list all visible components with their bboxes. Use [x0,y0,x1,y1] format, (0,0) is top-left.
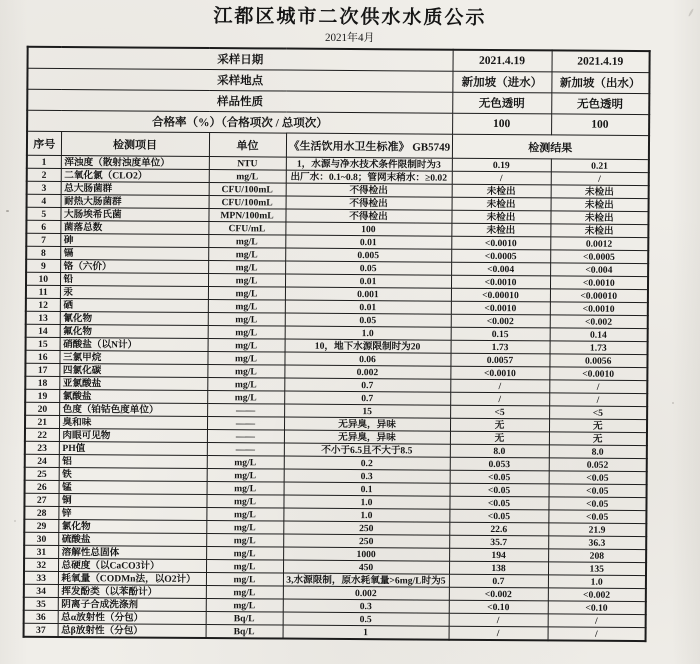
cell-unit: mg/L [207,469,284,483]
cell-result-outlet: 未检出 [550,211,648,225]
cell-standard: 无异臭，异味 [284,430,450,444]
cell-result-inlet: 0.15 [451,327,550,341]
cell-result-inlet: / [449,613,548,627]
cell-standard: 3,水源限制，原水耗氧量>6mg/L时为5 [283,573,449,587]
cell-item: 大肠埃希氏菌 [60,207,208,221]
cell-result-inlet: 无 [450,418,549,432]
cell-result-inlet: / [450,379,549,393]
cell-result-inlet: 0.0057 [450,353,549,367]
cell-standard: 15 [284,404,450,418]
cell-index: 12 [26,298,60,311]
cell-result-outlet: <0.0010 [549,367,647,381]
cell-result-outlet: <0.002 [550,315,648,329]
pass-rate-outlet: 100 [551,114,649,136]
cell-item: 阴离子合成洗涤剂 [58,597,206,611]
cell-unit: CFU/mL [208,222,285,236]
results-table-body [24,155,649,641]
cell-item: 砷 [60,233,208,247]
cell-result-inlet: 194 [449,548,548,562]
cell-item: 总硬度（以CaCO3计） [58,558,206,572]
cell-index: 10 [26,272,60,285]
cell-result-outlet: <0.0010 [550,302,648,316]
cell-item: 三氯甲烷 [59,350,207,364]
cell-result-inlet: <0.0005 [451,249,550,263]
cell-standard: 0.2 [284,456,450,470]
cell-unit: MPN/100mL [208,209,285,223]
cell-item: 铬（六价） [60,259,208,273]
cell-index: 5 [26,207,60,220]
cell-result-inlet: 35.7 [449,535,548,549]
cell-result-outlet: 0.14 [550,328,648,342]
sampling-location-inlet: 新加坡（进水） [452,71,551,93]
cell-unit: mg/L [208,287,285,301]
cell-standard: 0.05 [285,313,451,327]
cell-item: 铜 [58,493,206,507]
col-header-result: 检测结果 [452,134,649,159]
cell-result-outlet: <0.00010 [550,289,648,303]
cell-index: 7 [26,233,60,246]
cell-unit: CFU/100mL [209,196,286,210]
cell-standard: 不得检出 [285,209,451,223]
cell-unit: mg/L [206,508,283,522]
cell-item: 溶解性总固体 [58,545,206,559]
cell-item: 总β放射性（分包） [58,623,206,638]
cell-standard: 0.002 [283,586,449,600]
cell-result-inlet: 22.6 [449,522,548,536]
cell-standard: 0.05 [285,261,451,275]
cell-result-outlet: 21.9 [548,523,646,537]
cell-result-inlet: <0.05 [450,470,549,484]
cell-result-inlet: <5 [450,405,549,419]
cell-item: 耐热大肠菌群 [61,194,209,208]
sampling-location-outlet: 新加坡（出水） [551,72,649,94]
cell-item: 氯酸盐 [59,389,207,403]
cell-index: 3 [27,181,61,194]
cell-index: 11 [26,285,60,298]
cell-result-outlet: 无 [549,432,647,446]
sampling-date-inlet: 2021.4.19 [453,50,552,72]
cell-result-outlet: 1.73 [550,341,648,355]
cell-index: 18 [25,376,59,389]
cell-standard: 0.3 [284,469,450,483]
cell-item: 氰化物 [60,311,208,325]
cell-unit: mg/L [208,235,285,249]
cell-unit: —— [207,430,284,444]
cell-unit: mg/L [206,560,283,574]
cell-result-outlet: / [549,380,647,394]
cell-unit: —— [207,417,284,431]
cell-index: 9 [26,259,60,272]
cell-result-outlet: <0.0005 [550,250,648,264]
cell-unit: —— [207,443,284,457]
cell-result-inlet: <0.05 [449,496,548,510]
cell-result-inlet: <0.004 [451,262,550,276]
cell-result-outlet: 135 [548,562,646,576]
cell-item: 硒 [60,298,208,312]
cell-result-inlet: <0.05 [449,509,548,523]
cell-index: 29 [24,519,58,532]
cell-index: 34 [24,584,58,597]
cell-standard: 1.0 [285,326,451,340]
cell-item: 色度（铂钴色度单位） [59,402,207,416]
cell-result-inlet: 0.19 [452,158,551,172]
cell-unit: mg/L [209,170,286,184]
cell-standard: 0.7 [284,378,450,392]
cell-unit: mg/L [208,339,285,353]
cell-standard: 出厂水：0.1~0.8；管网末稍水：≥0.02 [286,170,452,184]
cell-result-outlet: <0.05 [548,510,646,524]
cell-result-outlet: 0.052 [549,458,647,472]
cell-standard: 不得检出 [286,183,452,197]
sampling-date-outlet: 2021.4.19 [552,50,650,72]
cell-item: 菌落总数 [60,220,208,234]
cell-result-outlet: 0.21 [551,159,649,173]
cell-standard: 0.5 [283,612,449,626]
cell-standard: 1 [283,625,449,640]
cell-result-outlet: <0.004 [550,263,648,277]
cell-unit: mg/L [206,573,283,587]
cell-standard: 不得检出 [286,196,452,210]
cell-result-inlet: / [449,626,548,640]
cell-index: 24 [25,454,59,467]
cell-standard: 0.01 [285,235,451,249]
cell-index: 25 [25,467,59,480]
cell-standard: 250 [283,521,449,535]
cell-result-inlet: 未检出 [452,184,551,198]
page-subtitle: 2021年4月 [324,31,375,45]
cell-result-outlet: <0.05 [549,471,647,485]
cell-item: 亚氯酸盐 [59,376,207,390]
cell-item: 氯化物 [58,519,206,533]
cell-result-inlet: / [452,171,551,185]
cell-standard: 1，水源与净水技术条件限制时为3 [286,157,452,171]
cell-index: 17 [25,363,59,376]
cell-result-inlet: 0.7 [449,574,548,588]
cell-result-outlet: / [548,614,646,628]
cell-result-inlet: 未检出 [451,223,550,237]
cell-result-outlet: 0.0012 [550,237,648,251]
cell-unit: mg/L [208,248,285,262]
cell-standard: 0.002 [284,365,450,379]
cell-item: 四氯化碳 [59,363,207,377]
cell-index: 13 [26,311,60,324]
cell-standard: 10，地下水源限制时为20 [285,339,451,353]
cell-item: 总大肠菌群 [61,181,209,195]
cell-item: 二氧化氯（CLO2） [61,168,209,182]
cell-unit: —— [207,404,284,418]
cell-standard: 1.0 [283,508,449,522]
cell-result-outlet: / [551,172,649,186]
cell-index: 21 [25,415,59,428]
cell-index: 35 [24,597,58,610]
cell-index: 36 [24,610,58,623]
cell-unit: mg/L [207,365,284,379]
cell-index: 26 [25,480,59,493]
cell-result-outlet: 无 [549,419,647,433]
cell-item: 铝 [59,454,207,468]
cell-standard: 1.0 [283,495,449,509]
sample-property-inlet: 无色透明 [452,92,551,114]
cell-item: 锌 [58,506,206,520]
cell-result-outlet: <0.0010 [550,276,648,290]
cell-standard: 0.01 [285,300,451,314]
cell-item: 硫酸盐 [58,532,206,546]
cell-result-inlet: 无 [450,431,549,445]
cell-item: 臭和味 [59,415,207,429]
cell-unit: Bq/L [206,625,283,639]
col-header-item: 检测项目 [61,131,209,156]
cell-item: 硝酸盐（以N计） [60,337,208,351]
cell-index: 8 [26,246,60,259]
cell-standard: 0.1 [284,482,450,496]
cell-index: 33 [24,571,58,584]
cell-result-outlet: 8.0 [549,445,647,459]
cell-result-inlet: <0.0010 [451,275,550,289]
cell-unit: mg/L [207,456,284,470]
cell-unit: CFU/100mL [209,183,286,197]
cell-result-outlet: 未检出 [551,198,649,212]
cell-unit: mg/L [207,482,284,496]
cell-result-inlet: <0.0010 [451,301,550,315]
cell-result-inlet: <0.002 [451,314,550,328]
sampling-date-label: 采样日期 [28,47,453,71]
cell-item: 汞 [60,285,208,299]
cell-item: 铅 [60,272,208,286]
col-header-index: 序号 [27,131,61,155]
cell-unit: mg/L [206,495,283,509]
cell-index: 31 [24,545,58,558]
cell-result-inlet: 8.0 [450,444,549,458]
cell-result-outlet: 208 [548,549,646,563]
cell-result-outlet: <5 [549,406,647,420]
cell-result-inlet: <0.0010 [451,236,550,250]
cell-result-outlet: / [548,627,646,641]
cell-index: 15 [26,337,60,350]
cell-standard: 450 [283,560,449,574]
cell-item: 浑浊度（散射浊度单位） [61,155,209,169]
cell-unit: mg/L [206,521,283,535]
cell-result-outlet: <0.05 [549,484,647,498]
cell-result-outlet: / [549,393,647,407]
cell-unit: mg/L [207,391,284,405]
cell-result-outlet: 36.3 [548,536,646,550]
cell-unit: mg/L [206,534,283,548]
pass-rate-label: 合格率（%）（合格项次 / 总项次） [27,110,452,134]
cell-index: 4 [27,194,61,207]
table-meta-section [27,47,650,160]
cell-index: 22 [25,428,59,441]
cell-result-inlet: <0.00010 [451,288,550,302]
pass-rate-inlet: 100 [452,113,551,135]
cell-index: 1 [27,155,61,168]
cell-item: 耗氧量（CODMn法，以O2计） [58,571,206,585]
cell-result-outlet: <0.002 [548,588,646,602]
cell-item: 氟化物 [60,324,208,338]
cell-unit: mg/L [208,326,285,340]
cell-item: 铁 [59,467,207,481]
cell-index: 32 [24,558,58,571]
cell-index: 37 [24,623,58,637]
cell-result-outlet: 0.0056 [549,354,647,368]
cell-unit: NTU [209,157,286,171]
cell-standard: 0.7 [284,391,450,405]
cell-result-inlet: <0.0010 [450,366,549,380]
water-quality-table [23,46,651,642]
cell-result-inlet: 138 [449,561,548,575]
cell-unit: mg/L [206,547,283,561]
cell-index: 23 [25,441,59,454]
cell-item: 肉眼可见物 [59,428,207,442]
cell-unit: mg/L [208,300,285,314]
cell-unit: mg/L [206,586,283,600]
sample-property-label: 样品性质 [27,89,452,113]
page-title: 江都区城市二次供水水质公示 [213,6,487,29]
cell-result-inlet: <0.05 [450,483,549,497]
cell-result-outlet: 1.0 [548,575,646,589]
cell-unit: mg/L [207,378,284,392]
cell-item: 总α放射性（分包） [58,610,206,624]
cell-standard: 无异臭，异味 [284,417,450,431]
cell-index: 16 [25,350,59,363]
cell-index: 27 [24,493,58,506]
cell-result-outlet: 未检出 [551,185,649,199]
cell-standard: 0.01 [285,274,451,288]
cell-result-inlet: 0.053 [450,457,549,471]
col-header-standard: 《生活饮用水卫生标准》 GB5749 [286,133,452,158]
cell-unit: mg/L [207,352,284,366]
cell-index: 30 [24,532,58,545]
cell-standard: 250 [283,534,449,548]
cell-unit: mg/L [208,313,285,327]
cell-result-inlet: 未检出 [451,210,550,224]
cell-unit: mg/L [208,274,285,288]
cell-index: 19 [25,389,59,402]
cell-result-inlet: 1.73 [451,340,550,354]
cell-standard: 0.001 [285,287,451,301]
cell-index: 2 [27,168,61,181]
cell-standard: 不小于6.5且不大于8.5 [284,443,450,457]
cell-index: 6 [26,220,60,233]
cell-result-inlet: <0.002 [449,587,548,601]
cell-unit: Bq/L [206,612,283,626]
cell-item: 锰 [59,480,207,494]
cell-result-inlet: 未检出 [452,197,551,211]
col-header-unit: 单位 [209,133,286,158]
cell-standard: 0.005 [285,248,451,262]
cell-standard: 0.3 [283,599,449,613]
cell-index: 28 [24,506,58,519]
cell-result-inlet: <0.10 [449,600,548,614]
cell-standard: 100 [285,222,451,236]
cell-standard: 0.06 [284,352,450,366]
cell-item: 挥发酚类（以苯酚计） [58,584,206,598]
sample-property-outlet: 无色透明 [551,93,649,115]
cell-item: 镉 [60,246,208,260]
cell-result-outlet: 未检出 [550,224,648,238]
cell-item: PH值 [59,441,207,455]
cell-standard: 1000 [283,547,449,561]
cell-result-outlet: <0.10 [548,601,646,615]
cell-unit: mg/L [206,599,283,613]
cell-result-outlet: <0.05 [548,497,646,511]
cell-index: 20 [25,402,59,415]
cell-unit: mg/L [208,261,285,275]
cell-result-inlet: / [450,392,549,406]
sampling-location-label: 采样地点 [27,68,452,92]
cell-index: 14 [26,324,60,337]
